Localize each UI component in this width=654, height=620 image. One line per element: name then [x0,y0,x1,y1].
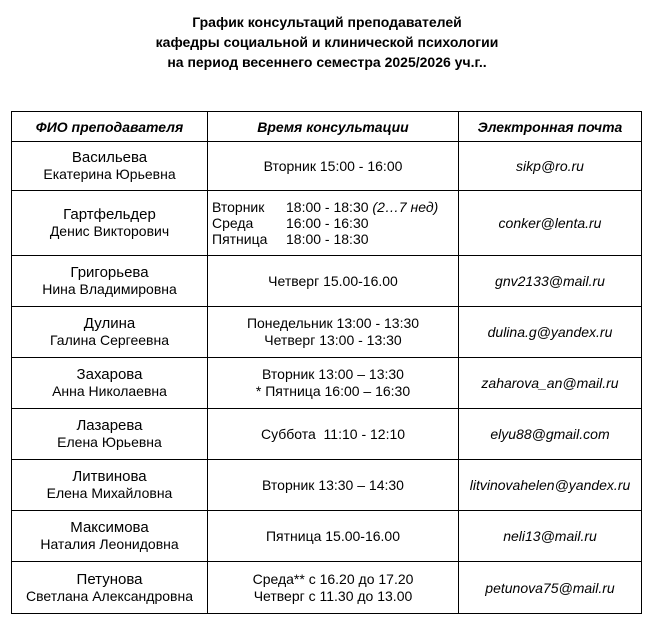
email-cell [459,358,642,409]
title-line-3: на период весеннего семестра 2025/2026 уч.г.. [167,54,487,70]
table-header-row [12,112,642,142]
consultation-time: Четверг с 11.30 до 13.00 [253,587,413,604]
consultation-time-cell [208,142,459,191]
teacher-name-cell [12,307,208,358]
table-row [12,460,642,511]
teacher-email: litvinovahelen@yandex.ru [469,477,631,493]
consultation-time-cell [208,409,459,460]
teacher-email: petunova75@mail.ru [485,579,615,596]
teacher-surname: Петунова [76,570,143,588]
teacher-email: dulina.g@yandex.ru [487,324,613,340]
consultation-time: Понедельник 13:00 - 13:30 [246,315,420,331]
teacher-given-names: Елена Михайловна [46,485,173,501]
teacher-name-cell [12,358,208,409]
teacher-surname: Васильева [71,149,148,166]
teacher-surname: Максимова [70,519,149,536]
teacher-surname: Захарова [76,366,143,383]
teacher-name-cell [12,191,208,256]
teacher-name-cell [12,142,208,191]
teacher-surname: Литвинова [72,468,147,485]
teacher-given-names: Нина Владимировна [42,281,177,297]
teacher-name-cell [12,562,208,614]
table-row [12,358,642,409]
teacher-email: conker@lenta.ru [498,215,602,231]
consultation-time: * Пятница 16:00 – 16:30 [255,383,411,399]
consultation-time: Суббота 11:10 - 12:10 [260,425,406,442]
email-cell [459,256,642,307]
consultation-time: Вторник 15:00 - 16:00 [263,157,403,174]
teacher-name-cell [12,460,208,511]
schedule-day: Вторник [212,199,265,215]
header-name: ФИО преподавателя [12,112,208,142]
teacher-surname: Гартфельдер [63,206,156,223]
header-email: Электронная почта [459,112,642,142]
email-cell [459,511,642,562]
teacher-email: neli13@mail.ru [503,528,597,544]
schedule-time: 16:00 - 16:30 [286,215,369,231]
teacher-email: sikp@ro.ru [516,158,584,174]
consultation-time: Среда** с 16.20 до 17.20 [252,570,414,587]
table-row [12,562,642,614]
teacher-given-names: Светлана Александровна [26,587,193,604]
schedule-time: 18:00 - 18:30 [286,231,369,247]
teacher-name-cell [12,256,208,307]
consultation-table [11,111,642,614]
table-row [12,191,642,256]
teacher-surname: Григорьева [70,264,149,281]
teacher-given-names: Анна Николаевна [52,383,167,399]
consultation-time-cell [208,460,459,511]
teacher-email: gnv2133@mail.ru [495,273,605,289]
teacher-given-names: Екатерина Юрьевна [43,166,176,182]
email-cell [459,142,642,191]
consultation-time-cell [208,256,459,307]
email-cell [459,191,642,256]
consultation-schedule-grid [208,199,458,247]
consultation-time: Четверг 13:00 - 13:30 [264,332,402,348]
consultation-time: Пятница 15.00-16.00 [265,527,401,544]
consultation-time-cell [208,358,459,409]
consultation-time: Вторник 13:30 – 14:30 [262,476,404,493]
email-cell [459,409,642,460]
table-row [12,142,642,191]
teacher-surname: Лазарева [76,417,143,434]
teacher-given-names: Наталия Леонидовна [40,536,179,552]
teacher-surname: Дулина [83,315,136,332]
title-line-1: График консультаций преподавателей [192,14,462,30]
teacher-given-names: Галина Сергеевна [50,332,169,348]
teacher-given-names: Денис Викторович [49,223,170,239]
teacher-given-names: Елена Юрьевна [57,434,162,450]
header-time: Время консультации [208,112,459,142]
email-cell [459,307,642,358]
table-row [12,409,642,460]
consultation-time: Четверг 15.00-16.00 [268,272,398,289]
document-title [0,12,654,72]
schedule-time: 18:00 - 18:30 (2…7 нед) [286,199,439,215]
teacher-email: zaharova_an@mail.ru [481,375,619,391]
consultation-time-cell [208,562,459,614]
consultation-time: Вторник 13:00 – 13:30 [262,366,404,382]
table-row [12,307,642,358]
teacher-email: elyu88@gmail.com [490,426,610,442]
table-row [12,511,642,562]
schedule-day: Среда [212,215,254,231]
consultation-time-cell [208,307,459,358]
teacher-name-cell [12,511,208,562]
email-cell [459,460,642,511]
teacher-name-cell [12,409,208,460]
consultation-time-cell [208,191,459,256]
title-line-2: кафедры социальной и клинической психологии [155,34,499,50]
consultation-time-cell [208,511,459,562]
schedule-week-note: (2…7 нед) [372,199,439,215]
table-row [12,256,642,307]
schedule-day: Пятница [212,231,268,247]
email-cell [459,562,642,614]
